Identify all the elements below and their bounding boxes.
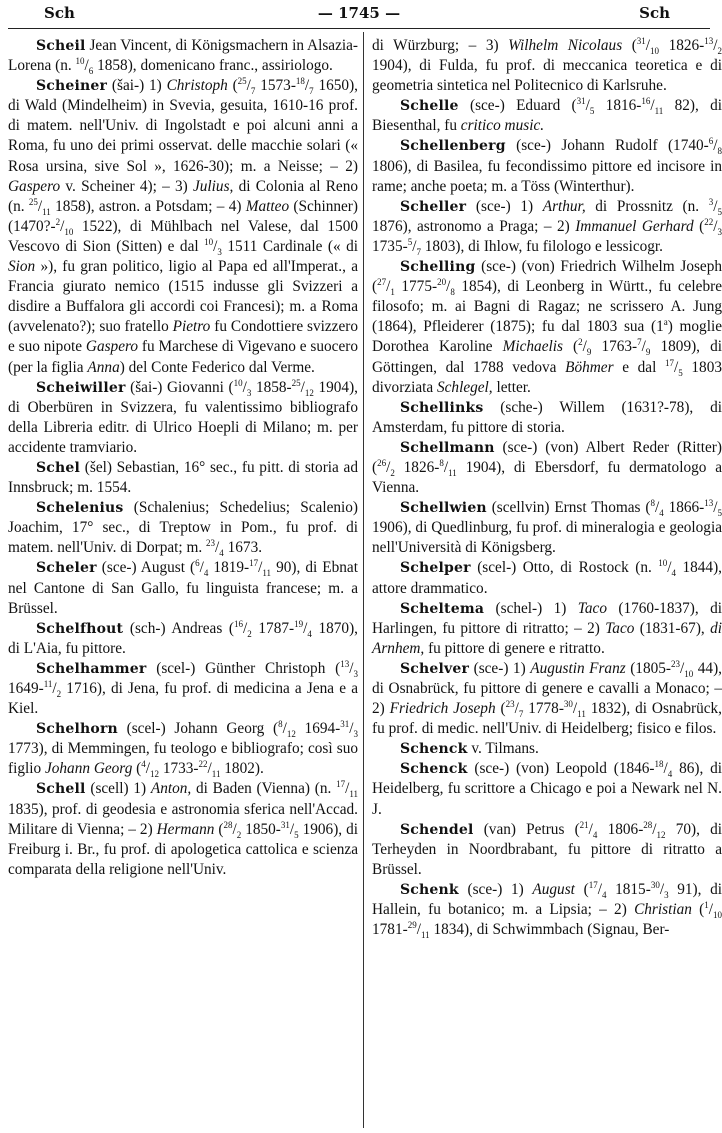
entry-body: (sce-) 1) August ($^{17}/_4$ $1815-^{30}/_3$ 91), di Hallein, fu botanico; m. a Lipsia; – 2) Christian ($^1/_{10}$ $1781-^{29}/_{11}$ 1834), di Schwimmbach (Signau, Ber-	[372, 879, 722, 941]
entry-body: Jean Vincent, di Königsmachern in Alsazia-Lorena (n. $^{10}/_6$ 1858), domenicano franc., assiriologo.	[8, 37, 358, 77]
dictionary-entry	[372, 398, 722, 438]
dictionary-entry	[372, 438, 722, 498]
dictionary-entry	[372, 136, 722, 196]
entry-body: (van) Petrus ($^{21}/_4$ $1806-^{28}/_{12}$ 70), di Terheyden in Noordbrabant, fu pittore di ritratto a Brüssel.	[372, 819, 722, 878]
dictionary-entry	[8, 659, 358, 719]
dictionary-entry	[8, 498, 358, 558]
header-left-guide-word: Sch	[44, 4, 75, 22]
entry-body: (sce-) 1) Arthur, di Prossnitz (n. $^3/_5$ 1876), astronomo a Praga; – 2) Immanuel Gerhard ($^{22}/_3$ $1735-^5/_7$ 1803), di Ihlow, fu filologo e lessicogr.	[372, 196, 722, 257]
entry-body: (šai-) Giovanni ($^{10}/_3$ $1858-^{25}/_{12}$ 1904), di Oberbüren in Svizzera, fu valentissimo bibliografo della Libreria editr. di Ulrico Hoepli di Milano; m. per accidente tramviario.	[8, 377, 358, 456]
entry-body: (sche-) Willem (1631?-78), di Amsterdam, fu pittore di storia.	[372, 398, 722, 436]
entry-headword: Scheiner	[36, 78, 108, 95]
entry-headword: Schenck	[400, 741, 468, 758]
header-rule	[8, 28, 710, 29]
entry-body: (sch-) Andreas ($^{16}/_2$ $1787-^{19}/_4$ 1870), di L'Aia, fu pittore.	[8, 618, 359, 657]
entry-headword: Schel	[36, 459, 81, 476]
dictionary-entry	[8, 36, 358, 76]
entry-headword: Schell	[36, 781, 86, 798]
dictionary-entry	[8, 378, 358, 458]
entry-body: (sce-) (von) Albert Reder (Ritter) ($^{26}/_2$ $1826-^8/_{11}$ 1904), di Ebersdorf, fu dermatologo a Vienna.	[372, 438, 722, 497]
dictionary-entry	[8, 458, 358, 498]
right-column	[372, 36, 722, 940]
entry-headword: Schellwien	[400, 500, 487, 517]
entry-headword: Schelper	[400, 560, 471, 577]
entry-headword: Schellmann	[400, 439, 495, 456]
dictionary-entry	[372, 257, 722, 398]
entry-headword: Schelhorn	[36, 721, 118, 738]
entry-headword: Schelenius	[36, 500, 124, 517]
dictionary-entry	[372, 599, 722, 659]
dictionary-entry	[8, 779, 358, 879]
entry-headword: Schelver	[400, 660, 470, 677]
dictionary-entry	[372, 36, 722, 96]
entry-headword: Schenk	[400, 881, 459, 898]
entry-headword: Schelfhout	[36, 620, 124, 637]
entry-body: (sce-) (von) Friedrich Wilhelm Joseph ($^{27}/_1$ $1775-^{20}/_8$ 1854), di Leonberg in Württ., fu celebre filosofo; m. ai Bagni di Ragaz; ne scrissero A. Jung (1864), Pfleiderer (1875); fu dal 1803 sua (1$^a$) moglie Dorothea Karoline Michaelis ($^2/_9$ $1763-^7/_9$ 1809), di Göttingen, dal 1788 vedova Böhmer e dal $^{17}/_5$ 1803 divorziata Schlegel, letter.	[372, 258, 722, 396]
entry-headword: Schelle	[400, 98, 459, 115]
entry-headword: Scheller	[400, 198, 467, 215]
left-column	[8, 36, 358, 880]
entry-body: (sce-) August ($^6/_4$ $1819-^{17}/_{11}$ 90), di Ebnat nel Cantone di San Gallo, fu linguista francese; m. a Brüssel.	[8, 558, 358, 617]
dictionary-entry	[372, 197, 722, 257]
entry-headword: Schendel	[400, 821, 474, 838]
page-number: — 1745 —	[317, 4, 401, 22]
entry-headword: Schenck	[400, 761, 468, 778]
entry-headword: Schelling	[400, 259, 476, 276]
dictionary-entry	[372, 880, 722, 940]
dictionary-entry	[372, 659, 722, 739]
entry-body: (scell) 1) Anton, di Baden (Vienna) (n. $^{17}/_{11}$ 1835), prof. di geodesia e astronomia sferica nell'Accad. Militare di Vienna; – 2) Hermann ($^{28}/_2$ $1850-^{31}/_5$ 1906), di Freiburg i. Br., fu prof. di apologetica cattolica e scienza comparata della religione nell'Univ.	[8, 779, 358, 878]
entry-headword: Schelhammer	[36, 660, 147, 677]
entry-headword: Scheltema	[400, 600, 485, 617]
dictionary-entry	[372, 820, 722, 880]
entry-body: (scel-) Johann Georg ($^8/_{12}$ $1694-^{31}/_3$ 1773), di Memmingen, fu teologo e bibliografo; così suo figlio Johann Georg ($^4/_{12}$ $1733-^{22}/_{11}$ 1802).	[8, 719, 358, 780]
header-right-guide-word: Sch	[639, 4, 670, 22]
entry-body: (sce-) (von) Leopold ($1846-^{18}/_4$ 86), di Heidelberg, fu scrittore a Chicago e poi a Newark nel N. J.	[372, 759, 722, 818]
dictionary-entry	[8, 619, 358, 659]
entry-body: (schel-) 1) Taco (1760-1837), di Harlingen, fu pittore di ritratto; – 2) Taco (1831-67), di Arnhem, fu pittore di genere e ritratto.	[372, 599, 722, 657]
entry-headword: Scheil	[36, 38, 86, 54]
entry-body: (šai-) 1) Christoph ($^{25}/_7$ $1573-^{18}/_7$ 1650), di Wald (Mindelheim) in Svevia, gesuita, 1610-16 prof. di matem. nell'Univ. di Ingolstadt e poi alcuni anni a Roma, fu uno dei primi osservat. delle macchie solari (« Rosa ursina, sive Sol », 1626-30); m. a Neisse; – 2) Gaspero v. Scheiner 4); – 3) Julius, di Colonia al Reno (n. $^{25}/_{11}$ 1858), astron. a Potsdam; – 4) Matteo (Schinner) ($1470?-^2/_{10}$ 1522), di Mühlbach nel Valese, dal 1500 Vescovo di Sion (Sitten) e dal $^{10}/_3$ 1511 Cardinale (« di Sion »), fu gran politico, ligio al Papa ed all'Imperat., a Francia giurato nemico (1515 indusse gli Svizzeri a disdire a Buffalora gli accordi coi Francesi); m. a Roma (avvelenato?); suo fratello Pietro fu Condottiere svizzero e suo nipote Gaspero fu Marchese di Vigevano e suocero (per la figlia Anna) del Conte Federico dal Verme.	[8, 76, 359, 376]
column-separator	[363, 32, 364, 1128]
entry-body: (sce-) Johann Rudolf ($1740-^6/_8$ 1806), di Basilea, fu fecondissimo pittore ed incisore in rame; anche poeta; m. a Töss (Winterthur).	[372, 136, 722, 195]
dictionary-entry	[372, 498, 722, 558]
entry-headword: Scheiwiller	[36, 379, 126, 396]
dictionary-entry	[8, 558, 358, 618]
dictionary-entry	[8, 76, 358, 377]
entry-headword: Schellenberg	[400, 138, 506, 155]
dictionary-entry	[372, 96, 722, 136]
entry-body: v. Tilmans.	[471, 740, 539, 758]
dictionary-entry	[8, 719, 358, 779]
entry-body: (scellvin) Ernst Thomas ($^8/_4$ $1866-^{13}/_5$ 1906), di Quedlinburg, fu prof. di mineralogia e geologia nell'Università di Königsberg.	[372, 498, 722, 557]
entry-body: (sce-) Eduard ($^{31}/_5$ $1816-^{16}/_{11}$ 82), di Biesenthal, fu critico music.	[372, 96, 722, 135]
dictionary-entry	[372, 759, 722, 819]
entry-body: (šel) Sebastian, 16° sec., fu pitt. di storia ad Innsbruck; m. 1554.	[8, 458, 358, 497]
entry-body: di Würzburg; – 3) Wilhelm Nicolaus ($^{31}/_{10}$ $1826-^{13}/_2$ 1904), di Fulda, fu prof. di meccanica teoretica e di geometria sintetica nel Politecnico di Karlsruhe.	[372, 35, 722, 95]
entry-body: (scel-) Günther Christoph ($^{13}/_3$ $1649-^{11}/_2$ 1716), di Jena, fu prof. di medicina a Jena e a Kiel.	[8, 658, 358, 718]
entry-body: (Schalenius; Schedelius; Scalenio) Joachim, 17° sec., di Treptow in Pom., fu prof. di matem. nell'Univ. di Dorpat; m. $^{23}/_4$ 1673.	[8, 499, 359, 559]
dictionary-entry	[372, 739, 722, 759]
entry-body: (scel-) Otto, di Rostock (n. $^{10}/_4$ 1844), attore drammatico.	[372, 558, 722, 597]
entry-body: (sce-) 1) Augustin Franz ($1805-^{23}/_{10}$ 44), di Osnabrück, fu pittore di genere e cavalli a Monaco; – 2) Friedrich Joseph ($^{23}/_7$ $1778-^{30}/_{11}$ 1832), di Osnabrück, fu prof. di medic. nell'Univ. di Heidelberg; fisico e filos.	[372, 658, 722, 738]
entry-headword: Schellinks	[400, 399, 484, 416]
dictionary-entry	[372, 558, 722, 598]
page-header	[0, 4, 718, 26]
entry-headword: Scheler	[36, 560, 97, 577]
